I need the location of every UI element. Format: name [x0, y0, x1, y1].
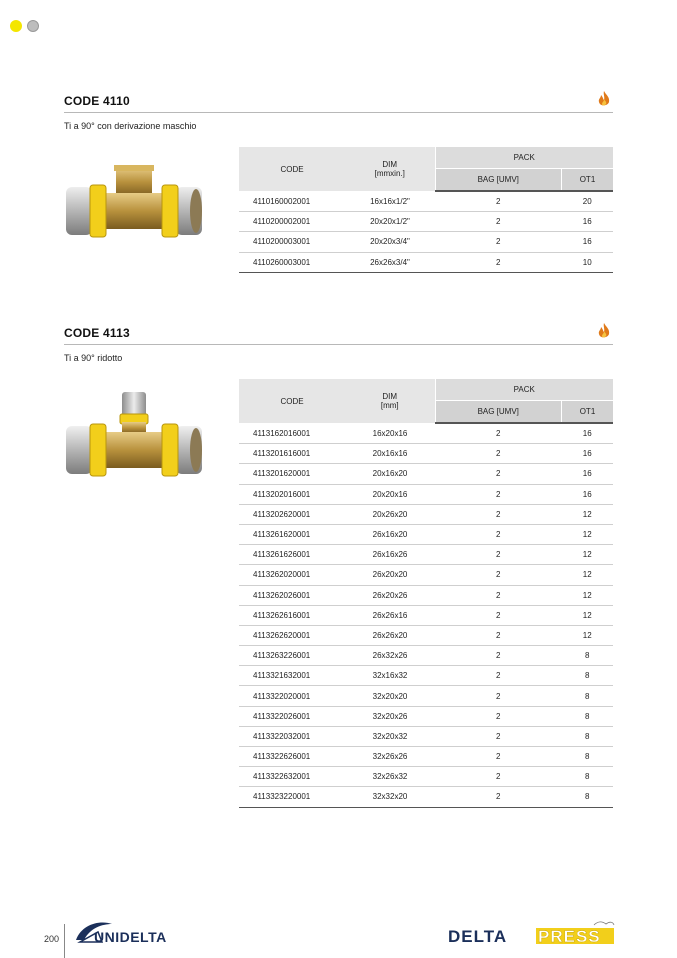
ot1-cell: 16 [561, 444, 613, 464]
dim-cell: 26x20x20 [345, 565, 435, 585]
table-row [239, 747, 613, 767]
bag-cell: 2 [435, 726, 561, 746]
table-row [239, 605, 613, 625]
table-row [239, 666, 613, 686]
dim-cell: 16x16x1/2" [345, 191, 435, 212]
code-cell: 4113201616001 [239, 444, 345, 464]
dim-cell: 26x26x20 [345, 625, 435, 645]
col-code-header: CODE [239, 147, 345, 191]
dim-cell: 26x16x20 [345, 524, 435, 544]
dim-cell: 26x26x3/4" [345, 252, 435, 272]
table-row [239, 504, 613, 524]
ot1-cell: 16 [561, 423, 613, 444]
dim-cell: 26x16x26 [345, 545, 435, 565]
code-cell: 4113201620001 [239, 464, 345, 484]
footer-divider [64, 924, 65, 958]
col-bag-header: BAG [UMV] [435, 169, 561, 192]
table-row [239, 423, 613, 444]
dim-cell: 26x20x26 [345, 585, 435, 605]
bag-cell: 2 [435, 605, 561, 625]
bag-cell: 2 [435, 444, 561, 464]
bag-cell: 2 [435, 545, 561, 565]
table-row [239, 706, 613, 726]
spec-table [239, 147, 613, 273]
flame-icon [597, 90, 611, 108]
code-cell: 4113262620001 [239, 625, 345, 645]
ot1-cell: 12 [561, 625, 613, 645]
code-cell: 4110200003001 [239, 232, 345, 252]
table-row [239, 787, 613, 807]
table-row [239, 484, 613, 504]
section-subtitle: Ti a 90° ridotto [64, 353, 123, 363]
bag-cell: 2 [435, 232, 561, 252]
dim-cell: 26x26x16 [345, 605, 435, 625]
ot1-cell: 16 [561, 232, 613, 252]
table-row [239, 545, 613, 565]
code-cell: 4113202016001 [239, 484, 345, 504]
dim-cell: 20x20x16 [345, 484, 435, 504]
code-cell: 4110200002001 [239, 212, 345, 232]
deltapress-text-delta: DELTA [448, 927, 508, 946]
yellow-indicator-dot [10, 20, 22, 32]
code-cell: 4113261626001 [239, 545, 345, 565]
ot1-cell: 12 [561, 565, 613, 585]
code-cell: 4113262616001 [239, 605, 345, 625]
table-row [239, 464, 613, 484]
ot1-cell: 8 [561, 666, 613, 686]
code-cell: 4113262020001 [239, 565, 345, 585]
dim-cell: 20x16x20 [345, 464, 435, 484]
bag-cell: 2 [435, 686, 561, 706]
ot1-cell: 8 [561, 686, 613, 706]
dim-cell: 20x20x3/4" [345, 232, 435, 252]
table-row [239, 767, 613, 787]
col-code-header: CODE [239, 379, 345, 423]
ot1-cell: 20 [561, 191, 613, 212]
ot1-cell: 12 [561, 524, 613, 544]
dim-cell: 20x16x16 [345, 444, 435, 464]
table-row [239, 524, 613, 544]
table-row [239, 726, 613, 746]
unidelta-logo [72, 918, 212, 946]
bag-cell: 2 [435, 787, 561, 807]
col-pack-header: PACK [435, 379, 613, 401]
ot1-cell: 8 [561, 767, 613, 787]
code-cell: 4113263226001 [239, 646, 345, 666]
table-row [239, 232, 613, 252]
ot1-cell: 8 [561, 726, 613, 746]
dim-cell: 32x16x32 [345, 666, 435, 686]
table-row [239, 625, 613, 645]
section-subtitle: Ti a 90° con derivazione maschio [64, 121, 197, 131]
section-code-4110 [64, 94, 613, 267]
dim-cell: 26x32x26 [345, 646, 435, 666]
table-row [239, 191, 613, 212]
dim-cell: 32x20x26 [345, 706, 435, 726]
table-row [239, 444, 613, 464]
bag-cell: 2 [435, 565, 561, 585]
grey-indicator-dot [27, 20, 39, 32]
bag-cell: 2 [435, 747, 561, 767]
deltapress-logo [448, 920, 618, 946]
bag-cell: 2 [435, 585, 561, 605]
bag-cell: 2 [435, 625, 561, 645]
ot1-cell: 12 [561, 545, 613, 565]
code-cell: 4113202620001 [239, 504, 345, 524]
bag-cell: 2 [435, 504, 561, 524]
bag-cell: 2 [435, 666, 561, 686]
dim-cell: 32x20x32 [345, 726, 435, 746]
tee-reduced-fitting-image [64, 390, 204, 500]
ot1-cell: 12 [561, 585, 613, 605]
section-title: CODE 4113 [64, 326, 613, 345]
bag-cell: 2 [435, 191, 561, 212]
spec-table [239, 379, 613, 808]
ot1-cell: 8 [561, 747, 613, 767]
bag-cell: 2 [435, 484, 561, 504]
section-code-4113 [64, 326, 613, 802]
code-cell: 4113322632001 [239, 767, 345, 787]
dim-cell: 20x26x20 [345, 504, 435, 524]
code-cell: 4110160002001 [239, 191, 345, 212]
page-number: 200 [44, 934, 60, 944]
ot1-cell: 8 [561, 646, 613, 666]
ot1-cell: 12 [561, 504, 613, 524]
dim-cell: 20x20x1/2" [345, 212, 435, 232]
bag-cell: 2 [435, 212, 561, 232]
code-cell: 4113261620001 [239, 524, 345, 544]
ot1-cell: 8 [561, 787, 613, 807]
code-cell: 4113262026001 [239, 585, 345, 605]
dim-cell: 16x20x16 [345, 423, 435, 444]
col-ot1-header: OT1 [561, 401, 613, 424]
bag-cell: 2 [435, 706, 561, 726]
code-cell: 4113322032001 [239, 726, 345, 746]
bag-cell: 2 [435, 423, 561, 444]
flame-icon [597, 322, 611, 340]
col-bag-header: BAG [UMV] [435, 401, 561, 424]
bag-cell: 2 [435, 767, 561, 787]
col-dim-header: DIM [mmxin.] [345, 147, 435, 191]
dim-cell: 32x20x20 [345, 686, 435, 706]
col-pack-header: PACK [435, 147, 613, 169]
tee-male-fitting-image [64, 157, 204, 267]
col-ot1-header: OT1 [561, 169, 613, 192]
code-cell: 4113323220001 [239, 787, 345, 807]
ot1-cell: 16 [561, 484, 613, 504]
ot1-cell: 12 [561, 605, 613, 625]
ot1-cell: 8 [561, 706, 613, 726]
table-row [239, 565, 613, 585]
dim-cell: 32x26x26 [345, 747, 435, 767]
bag-cell: 2 [435, 646, 561, 666]
unidelta-text: UNIDELTA [94, 929, 167, 945]
bag-cell: 2 [435, 252, 561, 272]
code-cell: 4113322020001 [239, 686, 345, 706]
table-row [239, 585, 613, 605]
ot1-cell: 16 [561, 212, 613, 232]
table-row [239, 252, 613, 272]
bag-cell: 2 [435, 524, 561, 544]
code-cell: 4113322026001 [239, 706, 345, 726]
code-cell: 4113322626001 [239, 747, 345, 767]
col-dim-header: DIM [mm] [345, 379, 435, 423]
dim-cell: 32x32x20 [345, 787, 435, 807]
bag-cell: 2 [435, 464, 561, 484]
code-cell: 4113321632001 [239, 666, 345, 686]
code-cell: 4110260003001 [239, 252, 345, 272]
table-row [239, 686, 613, 706]
dim-cell: 32x26x32 [345, 767, 435, 787]
deltapress-text-press: PRESS [538, 927, 601, 946]
table-row [239, 646, 613, 666]
table-row [239, 212, 613, 232]
ot1-cell: 10 [561, 252, 613, 272]
code-cell: 4113162016001 [239, 423, 345, 444]
section-title: CODE 4110 [64, 94, 613, 113]
ot1-cell: 16 [561, 464, 613, 484]
